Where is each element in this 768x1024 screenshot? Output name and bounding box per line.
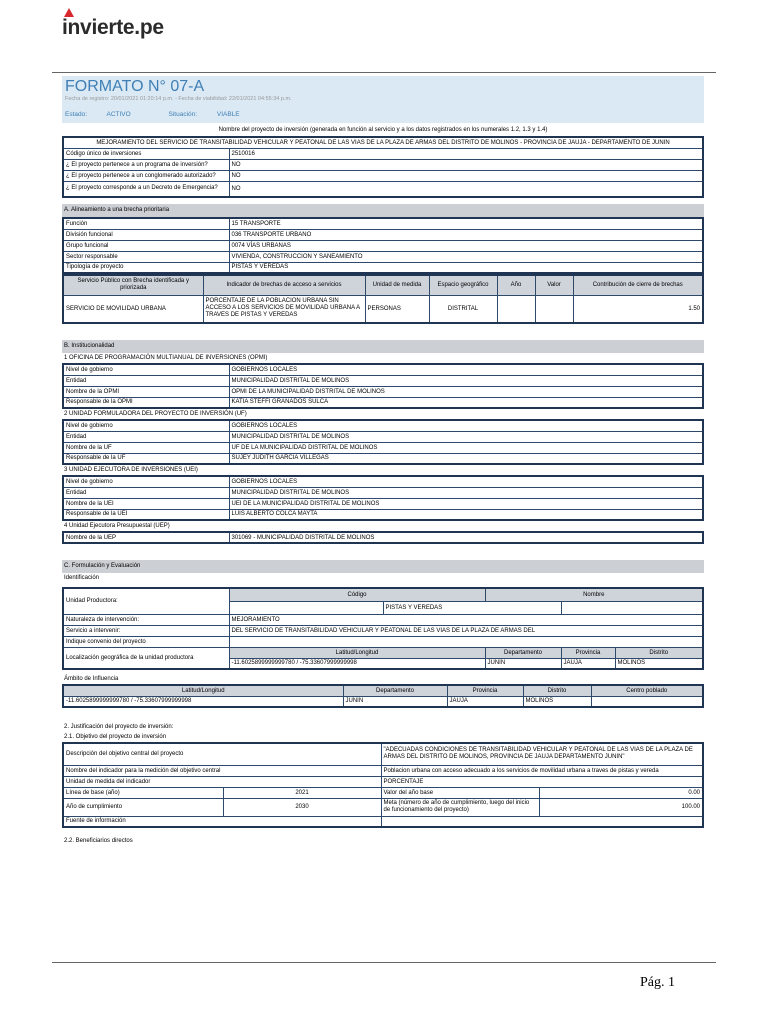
form-title: FORMATO N° 07-A	[65, 78, 205, 95]
table-cell: DISTRITAL	[429, 295, 497, 323]
table-cell: Tipología de proyecto	[63, 262, 229, 273]
table-cell: ¿ El proyecto pertenece a un programa de inversión?	[63, 159, 229, 170]
table-cell: Indique convenio del proyecto	[63, 636, 229, 647]
table-cell: OPMI DE LA MUNICIPALIDAD DISTRITAL DE MOLINOS	[229, 386, 703, 397]
table-cell	[591, 696, 703, 707]
table-cell: Espacio geográfico	[429, 275, 497, 295]
table-cell: Nombre de la UEP	[63, 532, 229, 543]
table-cell: Sector responsable	[63, 251, 229, 262]
table-cell: 301069 - MUNICIPALIDAD DISTRITAL DE MOLINOS	[229, 532, 703, 543]
table-cell: SERVICIO DE MOVILIDAD URBANA	[63, 295, 203, 323]
table-cell: Año de cumplimiento	[63, 798, 223, 816]
ambito-table	[62, 684, 704, 708]
table-cell: Provincia	[561, 647, 615, 658]
table-cell: Departamento	[485, 647, 561, 658]
uf-title: 2 UNIDAD FORMULADORA DEL PROYECTO DE INVERSIÓN (UF)	[64, 411, 247, 417]
table-cell: 036 TRANSPORTE URBANO	[229, 229, 703, 240]
table-cell: Nombre de la OPMI	[63, 386, 229, 397]
form-header	[62, 76, 704, 123]
table-cell: Año	[497, 275, 535, 295]
table-cell: PERSONAS	[365, 295, 429, 323]
table-cell: MOLINOS	[615, 658, 703, 669]
table-cell: Unidad Productora:	[63, 588, 229, 614]
table-cell: NO	[229, 159, 703, 170]
table-cell: 1.50	[573, 295, 703, 323]
table-cell: Distrito	[523, 685, 591, 696]
table-cell: Unidad de medida	[365, 275, 429, 295]
table-cell: Unidad de medida del indicador	[63, 776, 381, 787]
identificacion-title: Identificación	[64, 575, 100, 581]
table-cell: Entidad	[63, 375, 229, 386]
table-cell: Nivel de gobierno	[63, 476, 229, 487]
table-cell: 100.00	[539, 798, 703, 816]
table-cell: Nombre de la UEI	[63, 498, 229, 509]
table-cell: VIVIENDA, CONSTRUCCION Y SANEAMIENTO	[229, 251, 703, 262]
table-cell: MUNICIPALIDAD DISTRITAL DE MOLINOS	[229, 431, 703, 442]
table-cell	[535, 295, 573, 323]
table-cell: PISTAS Y VEREDAS	[229, 262, 703, 273]
justificacion-title: 2. Justificación del proyecto de inversión:	[64, 724, 174, 730]
document-body	[62, 76, 704, 846]
table-cell: JUNIN	[343, 696, 447, 707]
uei-title: 3 UNIDAD EJECUTORA DE INVERSIONES (UEI)	[64, 467, 198, 473]
table-cell: Nombre de la UF	[63, 442, 229, 453]
uf-table	[62, 419, 704, 465]
page-number: Pág. 1	[640, 975, 675, 990]
table-cell	[497, 295, 535, 323]
table-cell: 2030	[223, 798, 381, 816]
table-cell: Responsable de la OPMI	[63, 397, 229, 408]
table-cell: ¿ El proyecto corresponde a un Decreto de Emergencia?	[63, 181, 229, 197]
table-cell: Servicio Público con Brecha identificada y priorizada	[63, 275, 203, 295]
table-cell: Localización geográfica de la unidad productora	[63, 647, 229, 669]
project-name: MEJORAMIENTO DEL SERVICIO DE TRANSITABILIDAD VEHICULAR Y PEATONAL DE LAS VIAS DE LA PLAZA DE ARMAS DEL DISTRITO DE MOLINOS - PROVINCIA DE JAUJA - DEPARTAMENTO DE JUNIN	[63, 137, 703, 148]
table-cell: -11.6025899999999780 / -75.33607999999998	[229, 658, 485, 669]
uep-table	[62, 531, 704, 544]
table-cell: Grupo funcional	[63, 240, 229, 251]
table-cell: MUNICIPALIDAD DISTRITAL DE MOLINOS	[229, 487, 703, 498]
table-cell: Servicio a intervenir:	[63, 625, 229, 636]
unidad-productora-table	[62, 587, 704, 670]
table-cell: Responsable de la UEI	[63, 509, 229, 520]
table-cell: GOBIERNOS LOCALES	[229, 364, 703, 375]
table-cell: GOBIERNOS LOCALES	[229, 476, 703, 487]
table-cell: Responsable de la UF	[63, 453, 229, 464]
table-cell: SUJEY JUDITH GARCIA VILLEGAS	[229, 453, 703, 464]
opmi-title: 1 OFICINA DE PROGRAMACIÓN MULTIANUAL DE INVERSIONES (OPMI)	[64, 355, 268, 361]
table-cell: Valor	[535, 275, 573, 295]
table-cell: Valor del año base	[381, 787, 539, 798]
project-name-caption: Nombre del proyecto de inversión (generada en función al servicio y a los datos registrados en los numerales 1.2, 1.3 y 1.4)	[218, 127, 548, 133]
table-cell: Poblacion urbana con acceso adecuado a los servicios de movilidad urbana a traves de pistas y vereda	[381, 765, 703, 776]
opmi-table	[62, 363, 704, 409]
table-cell: Función	[63, 218, 229, 229]
section-c-title: C. Formulación y Evaluación	[62, 560, 704, 573]
table-cell: Nombre	[485, 588, 703, 601]
table-cell: Distrito	[615, 647, 703, 658]
table-cell: 0074 VÍAS URBANAS	[229, 240, 703, 251]
table-cell	[381, 816, 703, 827]
objetivo-title: 2.1. Objetivo del proyecto de inversión	[64, 734, 167, 740]
table-cell: NO	[229, 181, 703, 197]
table-cell: Código	[229, 588, 485, 601]
table-cell: Entidad	[63, 431, 229, 442]
table-cell: Descripción del objetivo central del proyecto	[63, 743, 381, 765]
table-cell: Latitud/Longitud	[229, 647, 485, 658]
section-a-table	[62, 217, 704, 274]
table-cell: LUIS ALBERTO COLCA MAYTA	[229, 509, 703, 520]
ambito-title: Ámbito de Influencia	[64, 676, 119, 682]
table-cell: 2021	[223, 787, 381, 798]
table-cell: MOLINOS	[523, 696, 591, 707]
table-cell: Centro poblado	[591, 685, 703, 696]
table-cell: DEL SERVICIO DE TRANSITABILIDAD VEHICULAR Y PEATONAL DE LAS VIAS DE LA PLAZA DE ARMAS DEL	[229, 625, 703, 636]
table-cell: Nivel de gobierno	[63, 364, 229, 375]
logo-accent-icon	[64, 8, 74, 17]
table-cell: Naturaleza de intervención:	[63, 614, 229, 625]
uep-title: 4 Unidad Ejecutora Presupuestal (UEP)	[64, 523, 170, 529]
table-cell: JUNIN	[485, 658, 561, 669]
table-cell: Meta (número de año de cumplimiento, luego del inicio de funcionamiento del proyecto)	[381, 798, 539, 816]
uei-table	[62, 475, 704, 521]
table-cell: KATIA STEFFI GRANADOS SULCA	[229, 397, 703, 408]
table-cell: "ADECUADAS CONDICIONES DE TRANSITABILIDAD VEHICULAR Y PEATONAL DE LAS VIAS DE LA PLAZA DE ARMAS DEL DISTRITO DE MOLINOS, PROVINCIA DE JAUJA DEPARTAMENTO JUNIN"	[381, 743, 703, 765]
table-cell: Departamento	[343, 685, 447, 696]
table-cell: 15 TRANSPORTE	[229, 218, 703, 229]
table-cell: División funcional	[63, 229, 229, 240]
table-cell: Contribución de cierre de brechas	[573, 275, 703, 295]
invierte-pe-logo: invierte.pe	[62, 16, 164, 40]
table-cell: ¿ El proyecto pertenece a un conglomerado autorizado?	[63, 170, 229, 181]
table-cell: MUNICIPALIDAD DISTRITAL DE MOLINOS	[229, 375, 703, 386]
table-cell: -11.6025899999999780 / -75.33607999999998	[63, 696, 343, 707]
bottom-divider	[52, 962, 716, 963]
table-cell: JAUJA	[561, 658, 615, 669]
table-cell: GOBIERNOS LOCALES	[229, 420, 703, 431]
top-divider	[52, 72, 716, 73]
table-cell: Código único de inversiones	[63, 148, 229, 159]
general-table	[62, 136, 704, 198]
table-cell: NO	[229, 170, 703, 181]
table-cell: MEJORAMIENTO	[229, 614, 703, 625]
section-a-title: A. Alineamiento a una brecha prioritaria	[62, 204, 704, 217]
table-cell	[561, 601, 703, 614]
table-cell: 0.00	[539, 787, 703, 798]
table-cell: PORCENTAJE DE LA POBLACION URBANA SIN ACCESO A LOS SERVICIOS DE MOVILIDAD URBANA A TRAVES DE PISTAS Y VEREDAS	[203, 295, 365, 323]
brecha-table	[62, 274, 704, 324]
table-cell: Nivel de gobierno	[63, 420, 229, 431]
table-cell: UF DE LA MUNICIPALIDAD DISTRITAL DE MOLINOS	[229, 442, 703, 453]
section-b-title: B. Institucionalidad	[62, 340, 704, 353]
table-cell: PISTAS Y VEREDAS	[383, 601, 561, 614]
table-cell: Indicador de brechas de acceso a servicios	[203, 275, 365, 295]
table-cell: Provincia	[447, 685, 523, 696]
table-cell: UEI DE LA MUNICIPALIDAD DISTRITAL DE MOLINOS	[229, 498, 703, 509]
table-cell: PORCENTAJE	[381, 776, 703, 787]
table-cell: 2510016	[229, 148, 703, 159]
objetivo-table	[62, 742, 704, 828]
table-cell: JAUJA	[447, 696, 523, 707]
form-status: Estado: ACTIVO Situación: VIABLE	[65, 111, 240, 118]
table-cell: Línea de base (año)	[63, 787, 223, 798]
table-cell	[229, 636, 703, 647]
table-cell: Fuente de información	[63, 816, 381, 827]
beneficiarios-title: 2.2. Beneficiarios directos	[64, 838, 133, 844]
table-cell: Latitud/Longitud	[63, 685, 343, 696]
form-dates: Fecha de registro: 20/01/2021 01:20:14 p.m. - Fecha de viabilidad: 22/01/2021 04:55:34 p.m.	[65, 96, 292, 102]
table-cell: Nombre del indicador para la medición del objetivo central	[63, 765, 381, 776]
table-cell: Entidad	[63, 487, 229, 498]
table-cell	[229, 601, 383, 614]
